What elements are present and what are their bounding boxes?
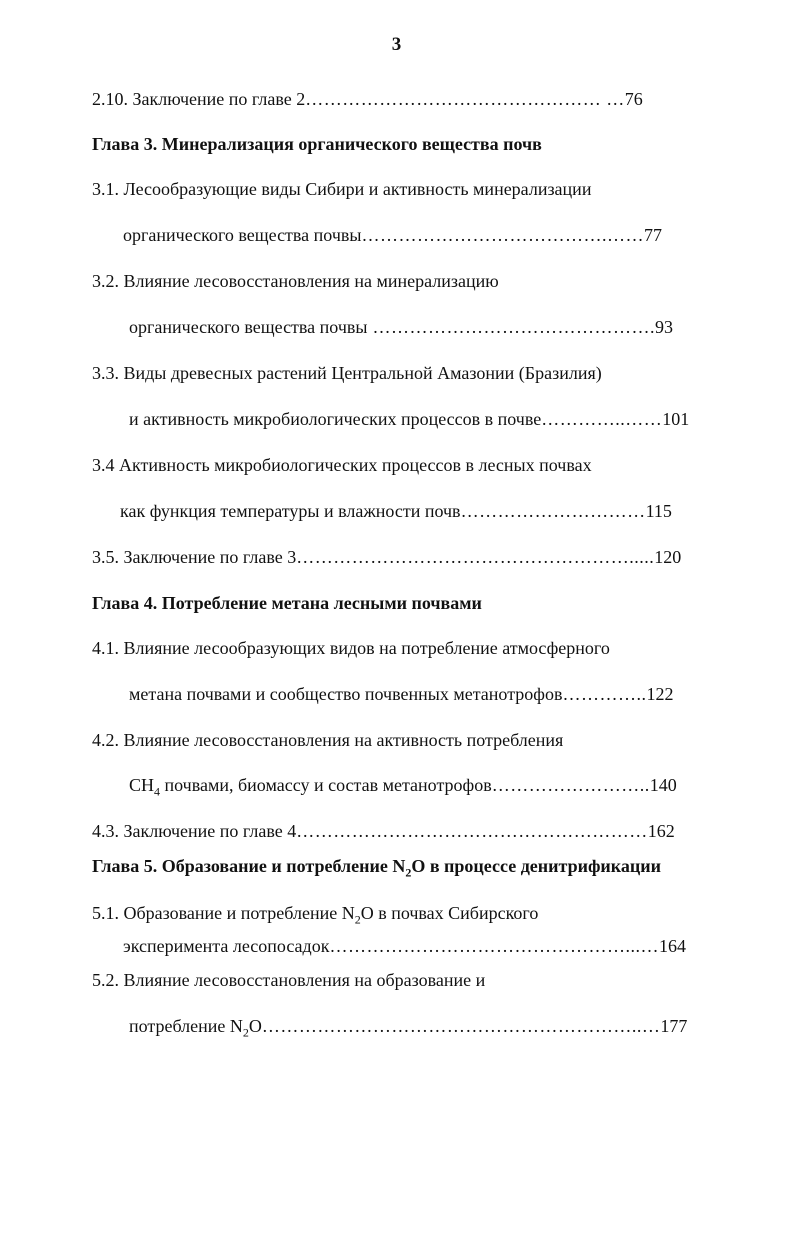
toc-entry-4-2-line2 (129, 774, 677, 799)
toc-leader-dots: …………………….. (491, 775, 650, 795)
subscript: 2 (242, 1025, 249, 1040)
toc-entry-text: CH (129, 775, 155, 795)
toc-leader-dots: ………………………………………. (367, 317, 655, 337)
toc-page-number: 162 (647, 821, 675, 841)
chapter-4-heading: Глава 4. Потребление метана лесными почвами (92, 593, 482, 613)
toc-leader-dots: ………………………………………………… (296, 821, 648, 841)
page-number: 3 (391, 34, 402, 55)
toc-entry-text: потребление N (129, 1016, 243, 1036)
toc-leader-dots: ………………………… (460, 501, 646, 521)
toc-entry-5-2-line1: 5.2. Влияние лесовосстановления на образование и (92, 970, 486, 990)
toc-page-number: 101 (662, 409, 690, 429)
toc-page-number: 77 (643, 225, 662, 245)
toc-entry-text-cont: почвами, биомассу и состав метанотрофов (160, 775, 492, 795)
toc-entry-text: 2.10. Заключение по главе 2 (92, 89, 306, 109)
toc-page-number: 93 (654, 317, 673, 337)
toc-entry-text: эксперимента лесопосадок (123, 936, 330, 956)
toc-entry-3-4-line1: 3.4 Активность микробиологических процессов в лесных почвах (92, 455, 592, 475)
toc-leader-dots: ………………………………………………..... (296, 547, 655, 567)
toc-leader-dots: ………………………………….…… (361, 225, 644, 245)
toc-entry-3-1-line1: 3.1. Лесообразующие виды Сибири и активность минерализации (92, 179, 592, 199)
toc-entry-5-1-line1 (92, 902, 539, 927)
toc-entry-text: органического вещества почвы (123, 225, 362, 245)
toc-page-number: 140 (649, 775, 677, 795)
toc-entry-text-cont: O (248, 1016, 262, 1036)
toc-entry-text: органического вещества почвы (129, 317, 368, 337)
toc-page-number: 164 (658, 936, 686, 956)
toc-entry-text-cont: O в почвах Сибирского (360, 903, 539, 923)
toc-page-number: 122 (646, 684, 674, 704)
toc-entry-2-10 (92, 88, 643, 110)
toc-leader-dots: ………….. (562, 684, 647, 704)
toc-entry-5-2-line2 (129, 1015, 688, 1040)
heading-text: Глава 5. Образование и потребление N (92, 856, 406, 876)
toc-entry-3-1-line2 (123, 224, 662, 246)
toc-leader-dots: ………………………………………… … (305, 89, 625, 109)
toc-entry-4-3 (92, 820, 675, 842)
toc-entry-text: 4.3. Заключение по главе 4 (92, 821, 297, 841)
toc-entry-text: 5.1. Образование и потребление N (92, 903, 355, 923)
toc-page-number: 115 (645, 501, 672, 521)
toc-entry-3-5 (92, 546, 681, 568)
toc-leader-dots: ……………………………………………………..… (261, 1016, 661, 1036)
toc-page-number: 76 (624, 89, 643, 109)
toc-page-number: 177 (660, 1016, 688, 1036)
toc-entry-4-2-line1: 4.2. Влияние лесовосстановления на активность потребления (92, 730, 564, 750)
toc-entry-text: метана почвами и сообщество почвенных метанотрофов (129, 684, 563, 704)
toc-entry-4-1-line1: 4.1. Влияние лесообразующих видов на потребление атмосферного (92, 638, 610, 658)
toc-entry-3-2-line2 (129, 316, 673, 338)
toc-page-number: 120 (654, 547, 682, 567)
subscript: 2 (405, 865, 412, 880)
toc-entry-3-4-line2 (120, 500, 672, 522)
toc-entry-text: как функция температуры и влажности почв (120, 501, 461, 521)
chapter-5-heading (92, 855, 662, 880)
toc-entry-text: 3.5. Заключение по главе 3 (92, 547, 297, 567)
toc-leader-dots: …………………………………………...… (329, 936, 659, 956)
subscript: 2 (354, 912, 361, 927)
toc-entry-3-3-line2 (129, 408, 689, 430)
toc-entry-4-1-line2 (129, 683, 673, 705)
chapter-3-heading: Глава 3. Минерализация органического вещества почв (92, 134, 542, 154)
toc-entry-text: и активность микробиологических процессов в почве (129, 409, 542, 429)
toc-leader-dots: …………..…… (541, 409, 663, 429)
heading-text-cont: O в процессе денитрификации (411, 856, 662, 876)
subscript: 4 (154, 784, 161, 799)
toc-entry-3-2-line1: 3.2. Влияние лесовосстановления на минерализацию (92, 271, 499, 291)
toc-entry-3-3-line1: 3.3. Виды древесных растений Центральной Амазонии (Бразилия) (92, 363, 602, 383)
toc-entry-5-1-line2 (123, 935, 686, 957)
